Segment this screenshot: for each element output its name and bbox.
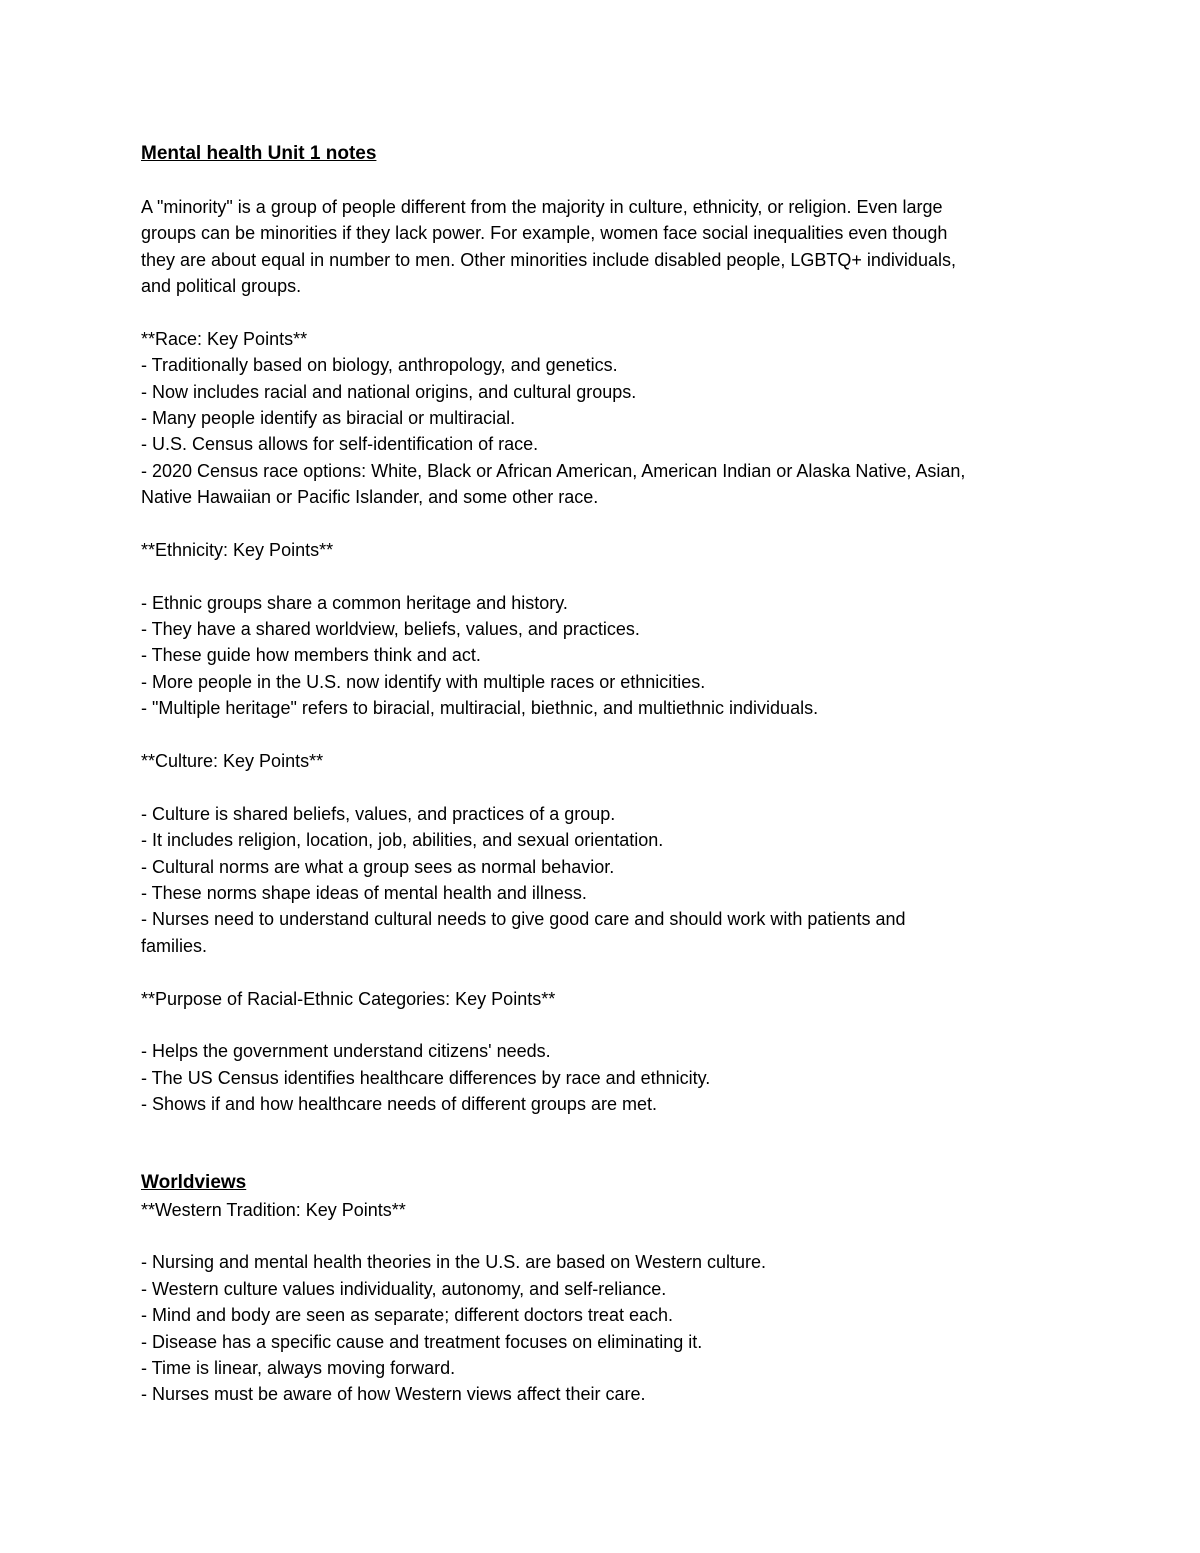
- bullet-line: - The US Census identifies healthcare differences by race and ethnicity.: [141, 1067, 711, 1088]
- section-heading: **Western Tradition: Key Points**: [141, 1199, 406, 1220]
- spacer: [141, 510, 1061, 536]
- bullet-line: - More people in the U.S. now identify with multiple races or ethnicities.: [141, 671, 706, 692]
- intro-paragraph: [141, 194, 1061, 300]
- bullet-line: - U.S. Census allows for self-identification of race.: [141, 434, 539, 455]
- spacer: [141, 1117, 1061, 1143]
- bullet-line: - Many people identify as biracial or multiracial.: [141, 407, 516, 428]
- spacer: [141, 563, 1061, 589]
- bullet-line: Native Hawaiian or Pacific Islander, and some other race.: [141, 487, 599, 508]
- spacer: [141, 1223, 1061, 1249]
- section-heading: **Race: Key Points**: [141, 328, 308, 349]
- race-section: [141, 326, 1061, 511]
- worldviews-section: [141, 1170, 1061, 1408]
- bullet-line: - 2020 Census race options: White, Black or African American, American Indian or Alaska Native, Asian,: [141, 460, 966, 481]
- bullet-line: - Shows if and how healthcare needs of different groups are met.: [141, 1094, 657, 1115]
- bullet-line: - Western culture values individuality, autonomy, and self-reliance.: [141, 1278, 667, 1299]
- bullet-line: - These norms shape ideas of mental health and illness.: [141, 882, 587, 903]
- paragraph-line: groups can be minorities if they lack power. For example, women face social inequalities even though: [141, 223, 948, 244]
- spacer: [141, 1144, 1061, 1170]
- section-heading: **Purpose of Racial-Ethnic Categories: Key Points**: [141, 988, 556, 1009]
- spacer: [141, 774, 1061, 800]
- document-page: [141, 141, 1061, 1408]
- section-title: Worldviews: [141, 1172, 247, 1194]
- spacer: [141, 299, 1061, 325]
- bullet-line: - Now includes racial and national origins, and cultural groups.: [141, 381, 637, 402]
- bullet-line: - These guide how members think and act.: [141, 645, 481, 666]
- bullet-line: - Nursing and mental health theories in the U.S. are based on Western culture.: [141, 1252, 767, 1273]
- bullet-line: - Nurses must be aware of how Western views affect their care.: [141, 1384, 646, 1405]
- spacer: [141, 722, 1061, 748]
- document-title: Mental health Unit 1 notes: [141, 143, 377, 164]
- bullet-line: - They have a shared worldview, beliefs, values, and practices.: [141, 619, 640, 640]
- bullet-line: - Mind and body are seen as separate; different doctors treat each.: [141, 1305, 673, 1326]
- bullet-line: families.: [141, 935, 208, 956]
- bullet-line: - Traditionally based on biology, anthropology, and genetics.: [141, 355, 618, 376]
- section-heading: **Ethnicity: Key Points**: [141, 539, 334, 560]
- bullet-line: - Ethnic groups share a common heritage and history.: [141, 592, 568, 613]
- paragraph-line: they are about equal in number to men. Other minorities include disabled people, LGBTQ+ individuals,: [141, 249, 956, 270]
- bullet-line: - Nurses need to understand cultural needs to give good care and should work with patients and: [141, 909, 906, 930]
- bullet-line: - It includes religion, location, job, abilities, and sexual orientation.: [141, 830, 664, 851]
- bullet-line: - "Multiple heritage" refers to biracial, multiracial, biethnic, and multiethnic individuals.: [141, 698, 819, 719]
- spacer: [141, 1012, 1061, 1038]
- spacer: [141, 167, 1061, 193]
- culture-section: [141, 748, 1061, 959]
- ethnicity-section: [141, 537, 1061, 722]
- bullet-line: - Disease has a specific cause and treatment focuses on eliminating it.: [141, 1331, 703, 1352]
- spacer: [141, 959, 1061, 985]
- section-heading: **Culture: Key Points**: [141, 750, 324, 771]
- bullet-line: - Time is linear, always moving forward.: [141, 1357, 456, 1378]
- bullet-line: - Cultural norms are what a group sees as normal behavior.: [141, 856, 615, 877]
- paragraph-line: and political groups.: [141, 275, 302, 296]
- purpose-section: [141, 986, 1061, 1118]
- paragraph-line: A "minority" is a group of people different from the majority in culture, ethnicity, or religion. Even large: [141, 196, 943, 217]
- bullet-line: - Culture is shared beliefs, values, and practices of a group.: [141, 803, 616, 824]
- bullet-line: - Helps the government understand citizens' needs.: [141, 1041, 551, 1062]
